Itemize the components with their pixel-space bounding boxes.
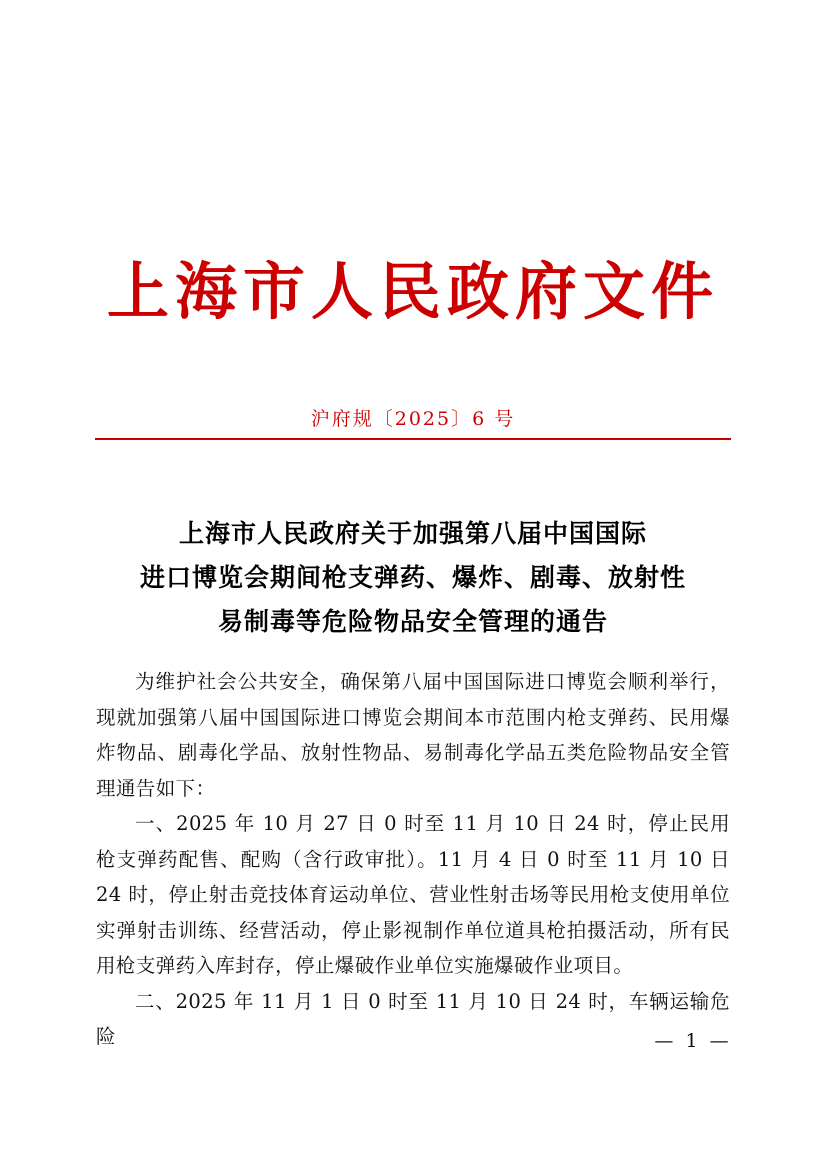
document-body bbox=[96, 664, 730, 1055]
title-line-1: 上海市人民政府关于加强第八届中国国际 bbox=[178, 519, 647, 548]
page-number-value: — 1 — bbox=[654, 1030, 732, 1052]
title-line-2: 进口博览会期间枪支弹药、爆炸、剧毒、放射性 bbox=[139, 563, 686, 592]
body-paragraph-2: 一、2025 年 10 月 27 日 0 时至 11 月 10 日 24 时，停止民用枪支弹药配售、配购（含行政审批）。11 月 4 日 0 时至 11 月 10 日 24 时，停止射击竞技体育运动单位、营业性射击场等民用枪支使用单位实弹射击训练、经营活动，停止影视制作单位道具枪拍摄活动，所有民用枪支弹药入库封存，停止爆破作业单位实施爆破作业项目。 bbox=[96, 812, 730, 977]
page-title bbox=[113, 512, 713, 644]
red-divider-rule bbox=[95, 438, 731, 440]
page-footer-number bbox=[0, 1030, 826, 1052]
masthead-title: 上海市人民政府文件 bbox=[106, 255, 719, 328]
body-paragraph-1: 为维护社会公共安全，确保第八届中国国际进口博览会顺利举行，现就加强第八届中国国际进口博览会期间本市范围内枪支弹药、民用爆炸物品、剧毒化学品、放射性物品、易制毒化学品五类危险物品安全管理通告如下： bbox=[96, 670, 730, 800]
title-line-3: 易制毒等危险物品安全管理的通告 bbox=[217, 607, 608, 636]
document-number: 沪府规〔2025〕6 号 bbox=[310, 408, 516, 430]
body-paragraph-3: 二、2025 年 11 月 1 日 0 时至 11 月 10 日 24 时，车辆运输危险 bbox=[96, 989, 730, 1048]
